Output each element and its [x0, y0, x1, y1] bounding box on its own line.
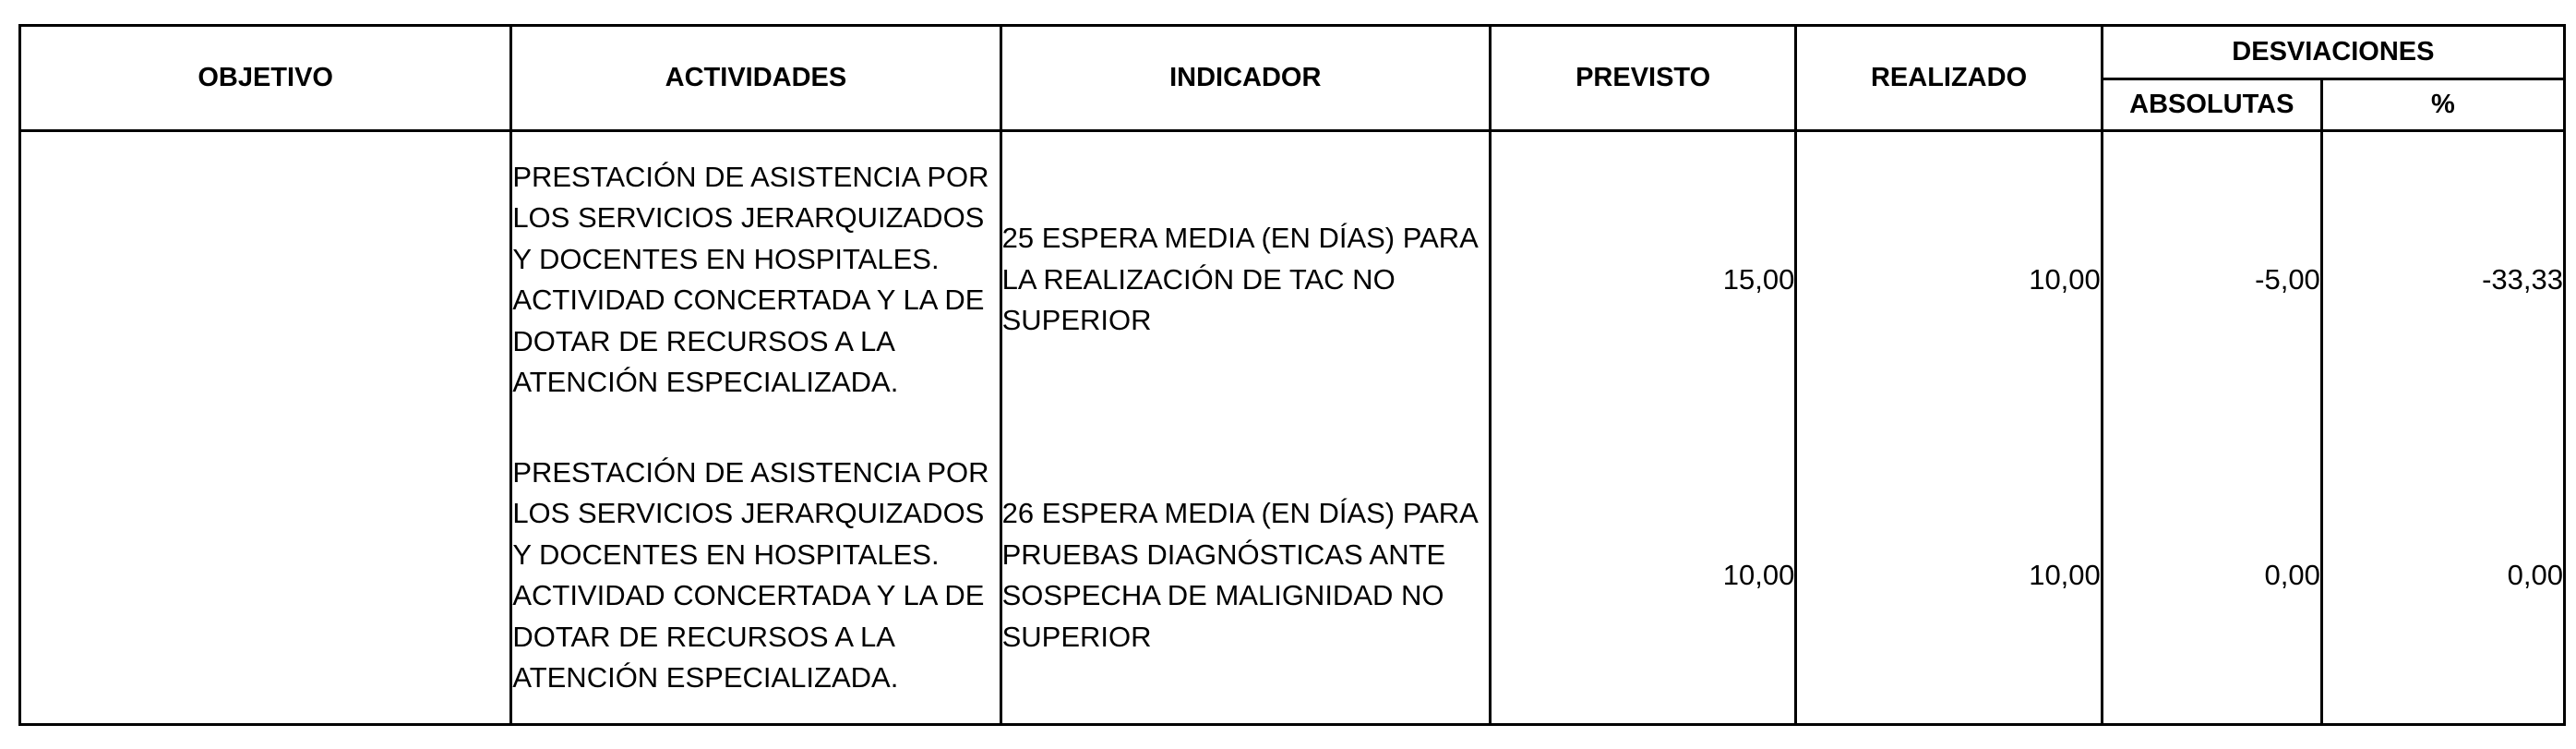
table-body	[20, 131, 2565, 725]
cell-actividades: PRESTACIÓN DE ASISTENCIA POR LOS SERVICIOS JERARQUIZADOS Y DOCENTES EN HOSPITALES. ACTIVIDAD CONCERTADA Y LA DE DOTAR DE RECURSOS A LA ATENCIÓN ESPECIALIZADA.	[511, 131, 1000, 429]
cell-previsto: 15,00	[1490, 131, 1795, 429]
header-porcentaje: %	[2321, 79, 2564, 131]
cell-previsto: 10,00	[1490, 428, 1795, 725]
cell-objetivo	[20, 428, 511, 725]
table-row	[20, 428, 2565, 725]
cell-absolutas: 0,00	[2102, 428, 2321, 725]
header-previsto: PREVISTO	[1490, 26, 1795, 131]
indicators-table	[18, 24, 2566, 726]
cell-indicador: 25 ESPERA MEDIA (EN DÍAS) PARA LA REALIZACIÓN DE TAC NO SUPERIOR	[1000, 131, 1490, 429]
header-actividades: ACTIVIDADES	[511, 26, 1000, 131]
header-absolutas: ABSOLUTAS	[2102, 79, 2321, 131]
cell-realizado: 10,00	[1796, 428, 2102, 725]
cell-absolutas: -5,00	[2102, 131, 2321, 429]
cell-actividades: PRESTACIÓN DE ASISTENCIA POR LOS SERVICIOS JERARQUIZADOS Y DOCENTES EN HOSPITALES. ACTIVIDAD CONCERTADA Y LA DE DOTAR DE RECURSOS A LA ATENCIÓN ESPECIALIZADA.	[511, 428, 1000, 725]
cell-objetivo	[20, 131, 511, 429]
header-objetivo: OBJETIVO	[20, 26, 511, 131]
header-row-top	[20, 26, 2565, 79]
cell-porcentaje: 0,00	[2321, 428, 2564, 725]
cell-realizado: 10,00	[1796, 131, 2102, 429]
table-header	[20, 26, 2565, 131]
table-row	[20, 131, 2565, 429]
cell-indicador: 26 ESPERA MEDIA (EN DÍAS) PARA PRUEBAS DIAGNÓSTICAS ANTE SOSPECHA DE MALIGNIDAD NO SUPERIOR	[1000, 428, 1490, 725]
header-realizado: REALIZADO	[1796, 26, 2102, 131]
cell-porcentaje: -33,33	[2321, 131, 2564, 429]
header-desviaciones: DESVIACIONES	[2102, 26, 2564, 79]
header-indicador: INDICADOR	[1000, 26, 1490, 131]
